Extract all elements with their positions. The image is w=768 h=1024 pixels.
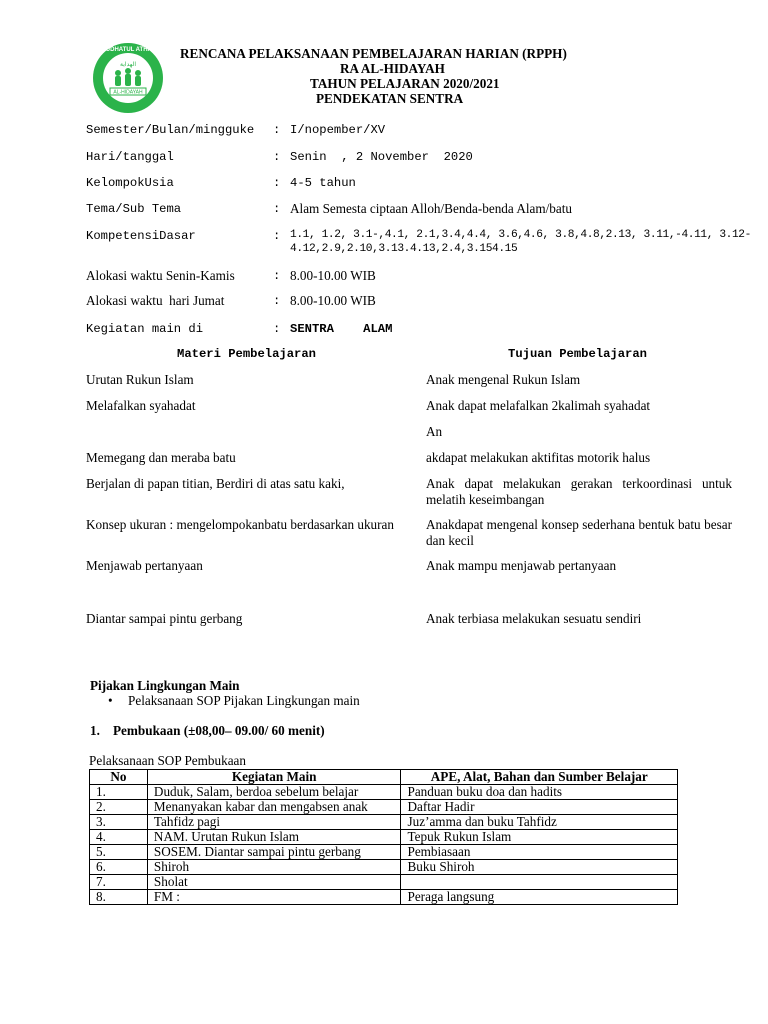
tujuan-heading: Tujuan Pembelajaran xyxy=(508,347,647,361)
colon: : xyxy=(273,229,281,243)
tujuan-item: akdapat melakukan aktifitas motorik halus xyxy=(426,450,651,465)
pijakan-bullet xyxy=(108,693,360,709)
col-header-activity: Kegiatan Main xyxy=(147,770,401,785)
colon: : xyxy=(273,202,281,216)
colon: : xyxy=(273,322,281,336)
table-row xyxy=(90,830,678,845)
cell-activity: Menanyakan kabar dan mengabsen anak xyxy=(147,800,401,815)
info-value-date: Senin , 2 November 2020 xyxy=(290,150,473,164)
info-label-time-fri: Alokasi waktu hari Jumat xyxy=(86,293,225,308)
table-row xyxy=(90,815,678,830)
info-value-theme: Alam Semesta ciptaan Alloh/Benda-benda Alam/batu xyxy=(290,201,572,216)
materi-item: Diantar sampai pintu gerbang xyxy=(86,611,243,626)
info-label-theme: Tema/Sub Tema xyxy=(86,202,182,216)
info-label-age-group: KelompokUsia xyxy=(86,176,174,190)
table-row xyxy=(90,860,678,875)
cell-resource: Buku Shiroh xyxy=(401,860,678,875)
table-row xyxy=(90,785,678,800)
tujuan-item: Anak dapat melakukan gerakan terkoordinasi untuk melatih keseimbangan xyxy=(426,476,732,507)
tujuan-item: Anak mampu menjawab pertanyaan xyxy=(426,558,617,573)
cell-resource: Peraga langsung xyxy=(401,890,678,905)
cell-activity: Sholat xyxy=(147,875,401,890)
table-row xyxy=(90,800,678,815)
doc-title: RENCANA PELAKSANAAN PEMBELAJARAN HARIAN (RPPH) xyxy=(180,46,567,61)
pembukaan-caption: Pelaksanaan SOP Pembukaan xyxy=(89,753,247,768)
colon: : xyxy=(273,294,281,308)
materi-heading: Materi Pembelajaran xyxy=(177,347,316,361)
table-row xyxy=(90,890,678,905)
info-value-competency: 1.1, 1.2, 3.1-,4.1, 2.1,3.4,4.4, 3.6,4.6, 3.8,4.8,2.13, 3.11,-4.11, 3.12- xyxy=(290,229,751,241)
pembukaan-number: 1. xyxy=(90,723,100,738)
materi-item: Menjawab pertanyaan xyxy=(86,558,203,573)
cell-resource: Panduan buku doa dan hadits xyxy=(401,785,678,800)
materi-item: Konsep ukuran : mengelompokanbatu berdasarkan ukuran xyxy=(86,517,394,532)
materi-item: Memegang dan meraba batu xyxy=(86,450,236,465)
info-label-time-mon-thu: Alokasi waktu Senin-Kamis xyxy=(86,268,235,283)
cell-no: 2. xyxy=(90,800,148,815)
materi-item: Urutan Rukun Islam xyxy=(86,372,194,387)
cell-activity: Duduk, Salam, berdoa sebelum belajar xyxy=(147,785,401,800)
tujuan-item: Anak dapat melafalkan 2kalimah syahadat xyxy=(426,398,651,413)
svg-text:RAUDHATUL ATHFAL: RAUDHATUL ATHFAL xyxy=(97,47,159,53)
materi-item: Melafalkan syahadat xyxy=(86,398,196,413)
colon: : xyxy=(273,150,281,164)
cell-resource: Pembiasaan xyxy=(401,845,678,860)
cell-activity: Shiroh xyxy=(147,860,401,875)
cell-activity: Tahfidz pagi xyxy=(147,815,401,830)
info-value-time-fri: 8.00-10.00 WIB xyxy=(290,293,376,308)
pijakan-title: Pijakan Lingkungan Main xyxy=(90,678,240,693)
school-logo xyxy=(92,42,164,114)
colon: : xyxy=(273,269,281,283)
cell-resource xyxy=(401,875,678,890)
cell-no: 4. xyxy=(90,830,148,845)
academic-year: TAHUN PELAJARAN 2020/2021 xyxy=(310,76,500,91)
colon: : xyxy=(273,176,281,190)
school-name: RA AL-HIDAYAH xyxy=(340,61,445,76)
cell-no: 7. xyxy=(90,875,148,890)
cell-activity: SOSEM. Diantar sampai pintu gerbang xyxy=(147,845,401,860)
cell-resource: Tepuk Rukun Islam xyxy=(401,830,678,845)
pijakan-bullet-text: Pelaksanaan SOP Pijakan Lingkungan main xyxy=(128,693,360,708)
col-header-no: No xyxy=(90,770,148,785)
pembukaan-title: Pembukaan (±08,00– 09.00/ 60 menit) xyxy=(113,723,325,738)
colon: : xyxy=(273,123,281,137)
svg-text:AL-HIDAYAH: AL-HIDAYAH xyxy=(113,89,143,96)
info-value-competency-cont: 4.12,2.9,2.10,3.13.4.13,2.4,3.154.15 xyxy=(290,243,518,255)
cell-activity: NAM. Urutan Rukun Islam xyxy=(147,830,401,845)
svg-text:الهداية: الهداية xyxy=(120,62,136,68)
tujuan-item: An xyxy=(426,424,443,439)
bullet-icon: • xyxy=(108,693,113,708)
cell-no: 3. xyxy=(90,815,148,830)
info-value-semester: I/nopember/XV xyxy=(290,123,386,137)
info-label-play-activity: Kegiatan main di xyxy=(86,322,204,336)
table-row xyxy=(90,845,678,860)
cell-resource: Juz’amma dan buku Tahfidz xyxy=(401,815,678,830)
info-value-age-group: 4-5 tahun xyxy=(290,176,356,190)
cell-no: 8. xyxy=(90,890,148,905)
info-label-competency: KompetensiDasar xyxy=(86,229,196,243)
cell-activity: FM : xyxy=(147,890,401,905)
materi-item: Berjalan di papan titian, Berdiri di atas satu kaki, xyxy=(86,476,345,491)
table-header-row xyxy=(90,770,678,785)
tujuan-item: Anak mengenal Rukun Islam xyxy=(426,372,581,387)
tujuan-item: Anakdapat mengenal konsep sederhana bentuk batu besar dan kecil xyxy=(426,517,732,548)
info-value-play-activity: SENTRA ALAM xyxy=(290,322,393,336)
col-header-resources: APE, Alat, Bahan dan Sumber Belajar xyxy=(401,770,678,785)
cell-no: 6. xyxy=(90,860,148,875)
sop-table xyxy=(89,769,678,905)
info-value-time-mon-thu: 8.00-10.00 WIB xyxy=(290,268,376,283)
cell-resource: Daftar Hadir xyxy=(401,800,678,815)
tujuan-item: Anak terbiasa melakukan sesuatu sendiri xyxy=(426,611,642,626)
cell-no: 5. xyxy=(90,845,148,860)
info-label-date: Hari/tanggal xyxy=(86,150,174,164)
table-row xyxy=(90,875,678,890)
approach: PENDEKATAN SENTRA xyxy=(316,91,464,106)
cell-no: 1. xyxy=(90,785,148,800)
info-label-semester: Semester/Bulan/mingguke xyxy=(86,123,255,137)
